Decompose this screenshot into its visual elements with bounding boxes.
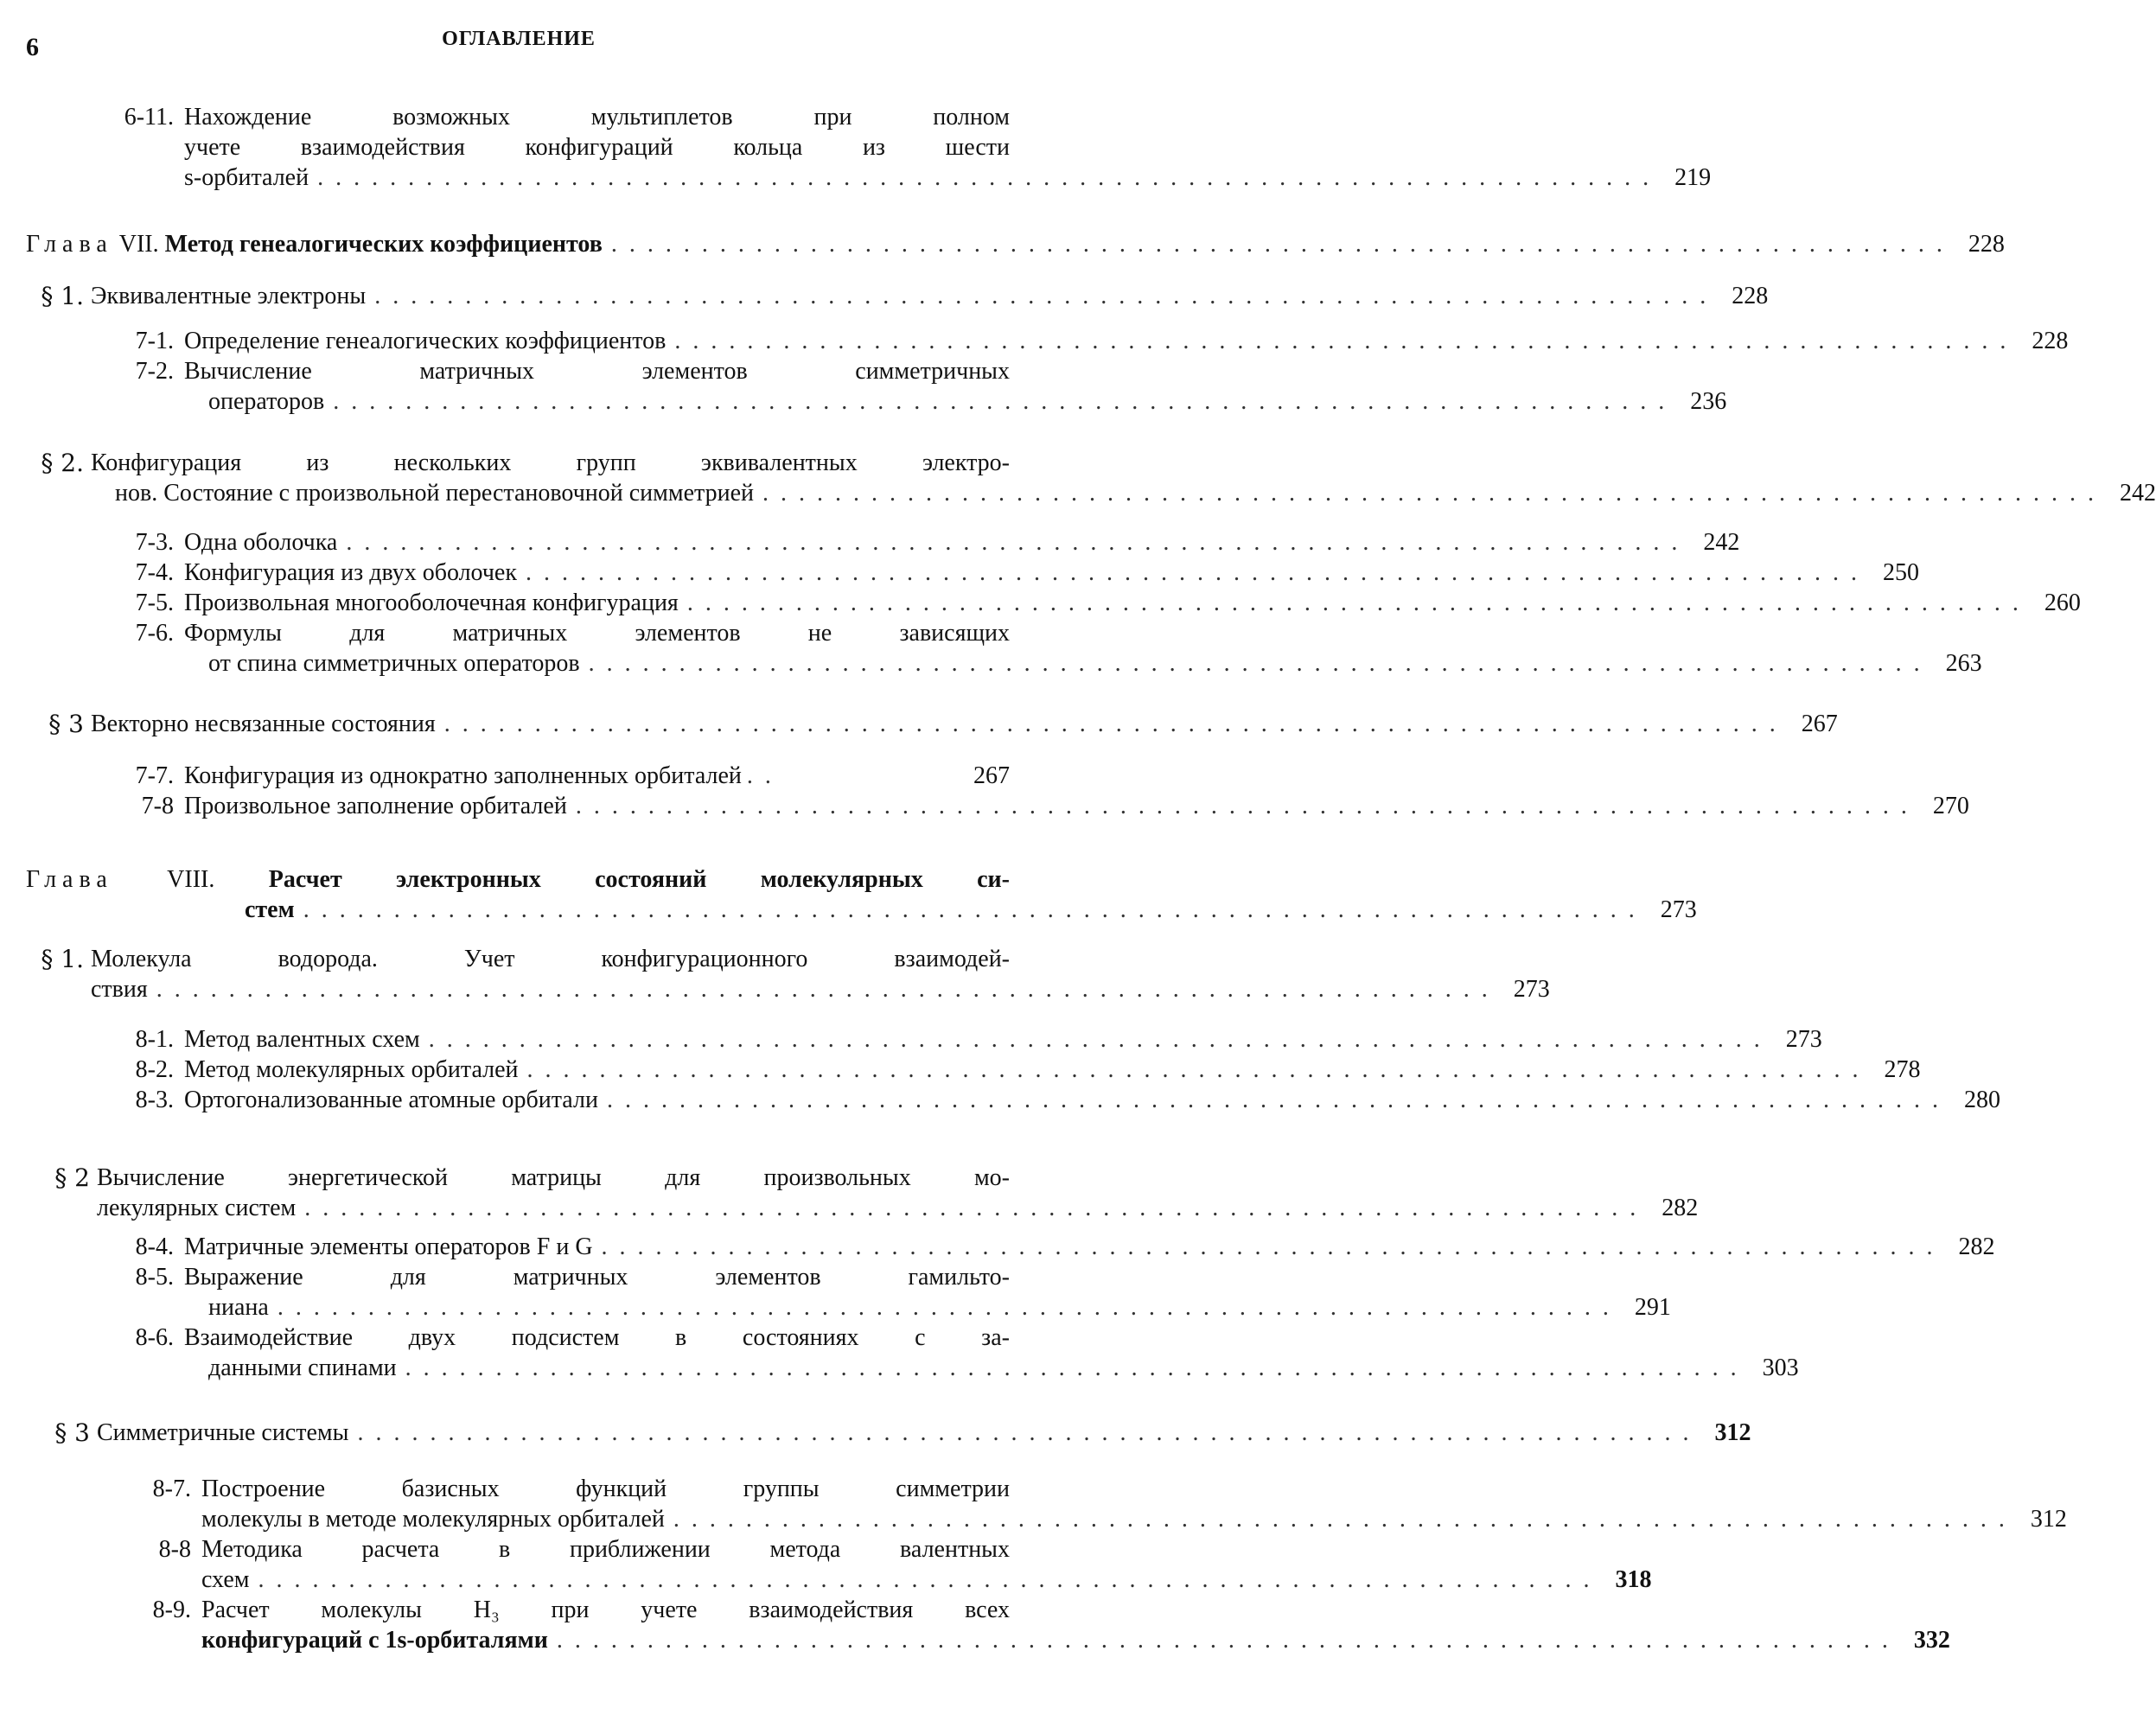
entry-line: Конфигурация из нескольких групп эквивалентных электро- xyxy=(91,449,1010,476)
chapter-number: VIII. xyxy=(167,866,215,893)
entry-line: Векторно несвязанные состояния xyxy=(91,711,436,737)
entry-page: 250 xyxy=(1882,559,1919,586)
entry-number: 8-5. xyxy=(135,1264,174,1291)
entry-line: Конфигурация из двух оболочек xyxy=(184,559,517,586)
entry-line: Конфигурация из однократно заполненных орбиталей xyxy=(184,762,742,789)
entry-line: Матричные элементы операторов F и G xyxy=(184,1233,593,1260)
dot-leader: .......................................................................... xyxy=(526,1056,1871,1083)
entry-line: Произвольное заполнение орбиталей xyxy=(184,793,567,819)
toc-entry-7-1[interactable] xyxy=(135,326,2069,356)
entry-page: 318 xyxy=(1615,1566,1652,1593)
entry-line: Вычисление матричных элементов симметричных xyxy=(184,358,1010,385)
entry-page: 312 xyxy=(1714,1419,1751,1446)
toc-entry-7-6[interactable] xyxy=(135,618,1982,679)
dot-leader: .......................................................................... xyxy=(277,1294,1621,1321)
entry-number: § 3 xyxy=(54,1418,90,1447)
entry-number: 7-2. xyxy=(135,358,174,385)
toc-entry-8-5[interactable] xyxy=(135,1262,1671,1323)
entry-page: 282 xyxy=(1662,1195,1699,1221)
entry-page: 267 xyxy=(1801,711,1838,737)
entry-page: 278 xyxy=(1884,1056,1921,1083)
chapter-lead: Глава xyxy=(26,231,113,258)
dot-leader: .......................................................................... xyxy=(428,1026,1772,1053)
dot-leader: .......................................................................... xyxy=(601,1233,1945,1260)
entry-number: 8-6. xyxy=(135,1324,174,1351)
entry-page: 228 xyxy=(1968,231,2005,258)
entry-line: Одна оболочка xyxy=(184,529,338,556)
entry-page: 242 xyxy=(2120,480,2156,507)
dot-leader: .......................................................................... xyxy=(258,1566,1602,1593)
toc-section-viii-1[interactable] xyxy=(41,944,1550,1004)
entry-line: ниана xyxy=(208,1294,269,1321)
toc-section-3[interactable] xyxy=(48,709,1838,739)
entry-line: лекулярных систем xyxy=(97,1195,297,1221)
entry-line: нов. Состояние с произвольной перестановочной симметрией xyxy=(115,480,755,507)
entry-line: Выражение для матричных элементов гамильто- xyxy=(184,1264,1010,1291)
entry-number: 8-8 xyxy=(158,1536,191,1563)
toc-entry-8-1[interactable] xyxy=(135,1024,1822,1055)
toc-section-1[interactable] xyxy=(41,281,1769,311)
entry-number: § 2 xyxy=(54,1163,90,1192)
dot-leader: .......................................................................... xyxy=(317,164,1662,191)
entry-number: § 2. xyxy=(41,449,84,477)
entry-number: 7-1. xyxy=(135,328,174,354)
entry-number: 7-6. xyxy=(135,620,174,647)
entry-number: 8-1. xyxy=(135,1026,174,1053)
entry-page: 270 xyxy=(1932,793,1969,819)
dot-leader: .......................................................................... xyxy=(674,328,2019,354)
toc-entry-8-6[interactable] xyxy=(135,1323,1799,1383)
toc-section-viii-3[interactable] xyxy=(54,1418,1751,1448)
entry-number: 7-8 xyxy=(141,793,174,819)
entry-page: 228 xyxy=(2032,328,2069,354)
dot-leader: .. xyxy=(746,762,783,789)
entry-page: 312 xyxy=(2030,1506,2067,1533)
entry-page: 228 xyxy=(1732,283,1769,309)
toc-entry-8-7[interactable] xyxy=(152,1474,2067,1534)
toc-entry-8-2[interactable] xyxy=(135,1055,1921,1085)
entry-number: § 1. xyxy=(41,282,84,310)
entry-line: схем xyxy=(201,1566,250,1593)
entry-line: Эквивалентные электроны xyxy=(91,283,367,309)
entry-line: учете взаимодействия конфигураций кольца из шести xyxy=(184,134,1010,161)
entry-line: Метод валентных схем xyxy=(184,1026,420,1053)
entry-line: Симметричные системы xyxy=(97,1419,349,1446)
running-head: ОГЛАВЛЕНИЕ xyxy=(442,28,596,50)
toc-section-2[interactable] xyxy=(41,448,2156,508)
toc-entry-8-8[interactable] xyxy=(158,1534,1652,1595)
entry-page: 236 xyxy=(1690,388,1727,415)
dot-leader: .......................................................................... xyxy=(405,1354,1749,1381)
entry-line: операторов xyxy=(208,388,325,415)
entry-page: 273 xyxy=(1785,1026,1822,1053)
dot-leader: .......................................................................... xyxy=(610,231,1955,258)
entry-page: 291 xyxy=(1634,1294,1671,1321)
entry-line: Определение генеалогических коэффициентов xyxy=(184,328,667,354)
chapter-title: стем xyxy=(245,896,295,923)
dot-leader: .......................................................................... xyxy=(333,388,1677,415)
toc-entry-8-9[interactable] xyxy=(152,1595,1950,1655)
entry-number: 8-7. xyxy=(152,1476,191,1502)
chapter-number: VII. xyxy=(118,231,159,258)
entry-line: от спина симметричных операторов xyxy=(208,650,580,677)
entry-number: 7-7. xyxy=(135,762,174,789)
entry-page: 273 xyxy=(1513,976,1550,1003)
entry-number: 7-5. xyxy=(135,590,174,616)
toc-entry-7-8[interactable] xyxy=(141,791,1969,821)
entry-line: конфигураций с 1s-орбиталями xyxy=(201,1627,548,1654)
toc-section-viii-2[interactable] xyxy=(54,1163,1699,1223)
dot-leader: .......................................................................... xyxy=(588,650,1932,677)
dot-leader: .......................................................................... xyxy=(673,1506,2017,1533)
dot-leader: .......................................................................... xyxy=(686,590,2031,616)
entry-page: 242 xyxy=(1703,529,1740,556)
entry-number: 8-9. xyxy=(152,1597,191,1623)
entry-line: данными спинами xyxy=(208,1354,397,1381)
chapter-title: Метод генеалогических коэффициентов xyxy=(164,231,603,258)
toc-entry-7-7[interactable] xyxy=(135,761,1010,791)
entry-number: 7-4. xyxy=(135,559,174,586)
toc-entry-6-11[interactable] xyxy=(124,102,1712,193)
toc-entry-7-3[interactable] xyxy=(135,527,1740,558)
entry-number: 8-3. xyxy=(135,1087,174,1113)
entry-line: Молекула водорода. Учет конфигурационного взаимодей- xyxy=(91,946,1010,972)
dot-leader: .......................................................................... xyxy=(374,283,1719,309)
dot-leader: .......................................................................... xyxy=(443,711,1788,737)
entry-page: 260 xyxy=(2044,590,2081,616)
chapter-title: Расчет электронных состояний молекулярных си- xyxy=(268,866,1010,893)
toc-entry-8-4[interactable] xyxy=(135,1232,1995,1262)
dot-leader: .......................................................................... xyxy=(357,1419,1701,1446)
entry-line: Метод молекулярных орбиталей xyxy=(184,1056,519,1083)
entry-line: s-орбиталей xyxy=(184,164,309,191)
entry-number: § 1. xyxy=(41,945,84,973)
entry-page: 219 xyxy=(1674,164,1712,191)
dot-leader: .......................................................................... xyxy=(606,1087,1950,1113)
entry-line: Формулы для матричных элементов не зависящих xyxy=(184,620,1010,647)
dot-leader: .......................................................................... xyxy=(346,529,1690,556)
toc-entry-7-2[interactable] xyxy=(135,356,1727,417)
entry-line: ствия xyxy=(91,976,148,1003)
toc-entry-8-3[interactable] xyxy=(135,1085,2000,1115)
entry-page: 273 xyxy=(1660,896,1697,923)
entry-number: 7-3. xyxy=(135,529,174,556)
entry-page: 263 xyxy=(1945,650,1982,677)
entry-line: Нахождение возможных мультиплетов при полном xyxy=(184,104,1010,131)
dot-leader: .......................................................................... xyxy=(575,793,1919,819)
entry-line: Построение базисных функций группы симметрии xyxy=(201,1476,1010,1502)
entry-line: Вычисление энергетической матрицы для произвольных мо- xyxy=(97,1164,1010,1191)
entry-page: 280 xyxy=(1963,1087,2000,1113)
toc-chapter-vii[interactable] xyxy=(26,229,2005,259)
dot-leader: .......................................................................... xyxy=(525,559,1869,586)
entry-line: Произвольная многооболочечная конфигурация xyxy=(184,590,679,616)
toc-chapter-viii[interactable] xyxy=(26,864,1697,925)
dot-leader: .......................................................................... xyxy=(156,976,1500,1003)
dot-leader: .......................................................................... xyxy=(303,896,1647,923)
entry-line: Расчет молекулы H₃ при учете взаимодействия всех xyxy=(201,1597,1010,1623)
entry-line: Взаимодействие двух подсистем в состояниях с за- xyxy=(184,1324,1010,1351)
entry-number: 8-4. xyxy=(135,1233,174,1260)
dot-leader: .......................................................................... xyxy=(556,1627,1900,1654)
entry-number: § 3 xyxy=(48,710,84,738)
toc-entry-7-5[interactable] xyxy=(135,588,2081,618)
entry-number: 6-11. xyxy=(124,104,174,131)
entry-page: 332 xyxy=(1913,1627,1950,1654)
dot-leader: .......................................................................... xyxy=(762,480,2107,507)
page-number: 6 xyxy=(26,33,39,61)
chapter-lead: Глава xyxy=(26,866,113,893)
entry-line: Методика расчета в приближении метода валентных xyxy=(201,1536,1010,1563)
toc-entry-7-4[interactable] xyxy=(135,558,1919,588)
entry-line: Ортогонализованные атомные орбитали xyxy=(184,1087,598,1113)
entry-line: молекулы в методе молекулярных орбиталей xyxy=(201,1506,665,1533)
dot-leader: .......................................................................... xyxy=(304,1195,1649,1221)
entry-page: 282 xyxy=(1958,1233,1995,1260)
entry-page: 267 xyxy=(973,762,1010,789)
entry-number: 8-2. xyxy=(135,1056,174,1083)
entry-page: 303 xyxy=(1762,1354,1799,1381)
